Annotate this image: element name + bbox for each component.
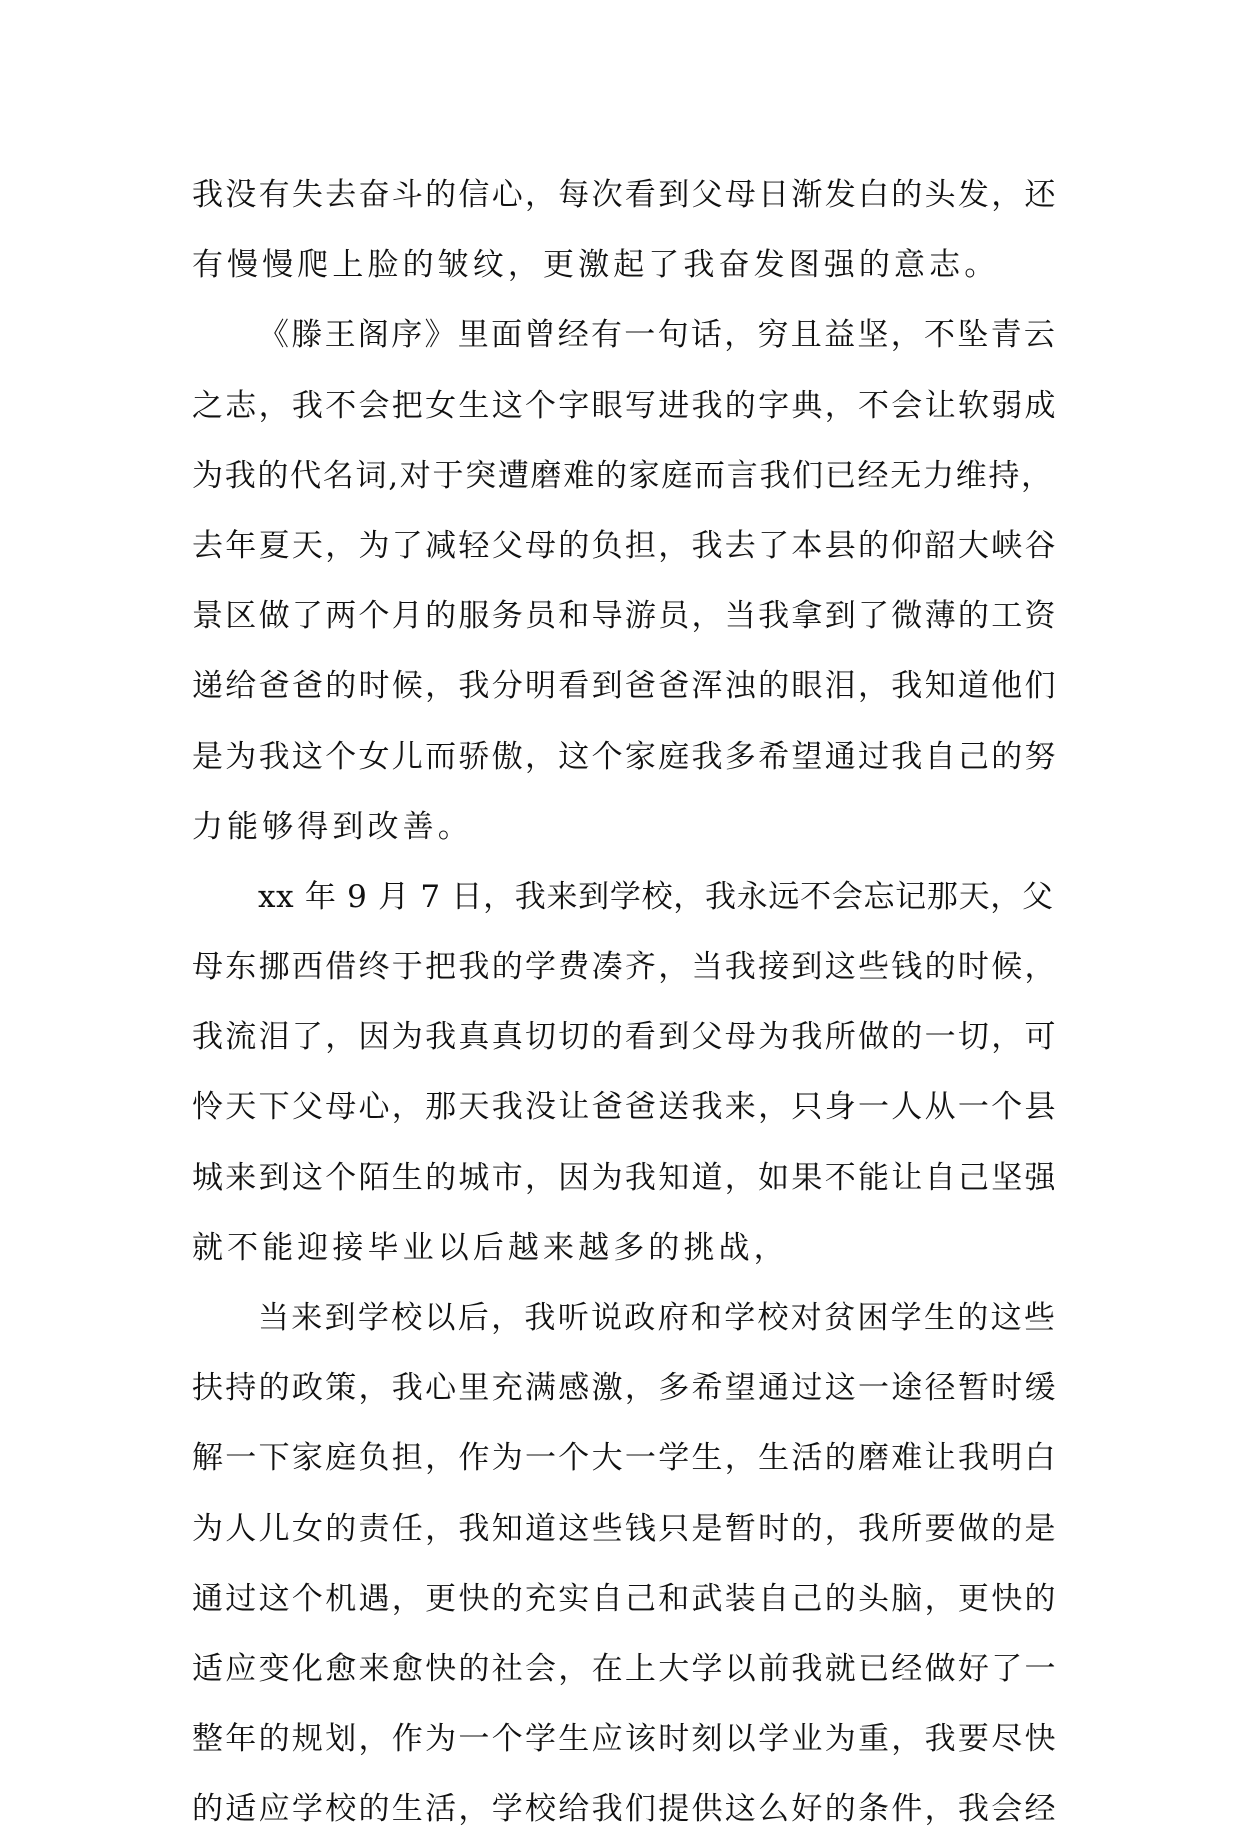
text-line: 解一下家庭负担，作为一个大一学生，生活的磨难让我明白 [192,1440,1058,1477]
paragraph-1 [192,160,1058,300]
text-line: 扶持的政策，我心里充满感激，多希望通过这一途径暂时缓 [192,1370,1058,1407]
text-line: 通过这个机遇，更快的充实自己和武装自己的头脑，更快的 [192,1580,1058,1617]
text-line: 城来到这个陌生的城市，因为我知道，如果不能让自己坚强 [192,1159,1058,1196]
text-line: 母东挪西借终于把我的学费凑齐，当我接到这些钱的时候， [192,949,1058,986]
text-line: 就不能迎接毕业以后越来越多的挑战， [192,1229,789,1266]
text-line: 整年的规划，作为一个学生应该时刻以学业为重，我要尽快 [192,1721,1058,1758]
text-line: 有慢慢爬上脸的皱纹，更激起了我奋发图强的意志。 [192,247,1000,284]
text-line: 为我的代名词,对于突遭磨难的家庭而言我们已经无力维持， [192,457,1054,494]
paragraph-2 [192,300,1058,862]
text-line: 我没有失去奋斗的信心，每次看到父母日渐发白的头发，还 [192,177,1058,213]
text-line: 递给爸爸的时候，我分明看到爸爸浑浊的眼泪，我知道他们 [192,668,1058,705]
paragraph-4 [192,1283,1058,1845]
text-line: 的适应学校的生活，学校给我们提供这么好的条件，我会经 [192,1791,1058,1828]
text-line: 去年夏天，为了减轻父母的负担，我去了本县的仰韶大峡谷 [192,527,1058,564]
document-body [192,160,1058,1845]
text-line: 适应变化愈来愈快的社会，在上大学以前我就已经做好了一 [192,1650,1058,1687]
paragraph-3 [192,862,1058,1283]
text-line: 是为我这个女儿而骄傲，这个家庭我多希望通过我自己的努 [192,738,1058,775]
text-line: 景区做了两个月的服务员和导游员，当我拿到了微薄的工资 [192,598,1058,635]
text-line: 《滕王阁序》里面曾经有一句话，穷且益坚，不坠青云 [258,317,1058,354]
text-line: 当来到学校以后，我听说政府和学校对贫困学生的这些 [258,1300,1058,1336]
text-line: 之志，我不会把女生这个字眼写进我的字典，不会让软弱成 [192,387,1058,424]
text-line: xx 年 9 月 7 日，我来到学校，我永远不会忘记那天，父 [258,878,1054,915]
text-line: 力能够得到改善。 [192,808,473,845]
text-line: 为人儿女的责任，我知道这些钱只是暂时的，我所要做的是 [192,1510,1058,1547]
text-line: 怜天下父母心，那天我没让爸爸送我来，只身一人从一个县 [192,1089,1058,1126]
text-line: 我流泪了，因为我真真切切的看到父母为我所做的一切，可 [192,1019,1058,1056]
